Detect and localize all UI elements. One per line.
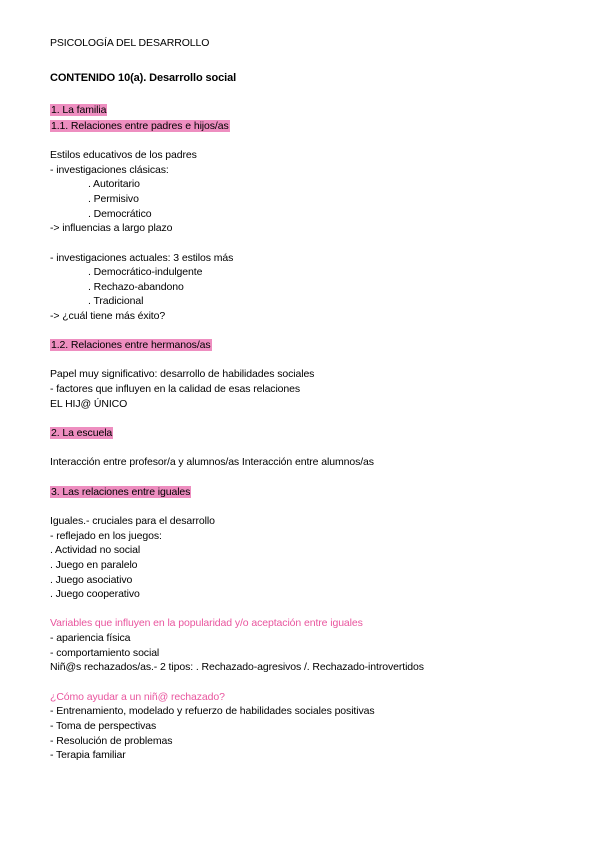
text-line: . Juego en paralelo (50, 559, 138, 571)
text-line: - apariencia física (50, 632, 131, 644)
text-line: - Toma de perspectivas (50, 720, 157, 732)
text-line: Niñ@s rechazados/as.- 2 tipos: . Rechazado-agresivos /. Rechazado-introvertidos (50, 661, 424, 673)
list-item: . Tradicional (88, 295, 144, 307)
list-item: . Permisivo (88, 193, 139, 205)
text-line: - Terapia familiar (50, 749, 126, 761)
list-item: . Democrático (88, 208, 152, 220)
text-line: . Juego cooperativo (50, 588, 140, 600)
list-item: . Autoritario (88, 178, 140, 190)
text-line: - Resolución de problemas (50, 735, 173, 747)
text-line: . Juego asociativo (50, 574, 133, 586)
text-line: Papel muy significativo: desarrollo de habilidades sociales (50, 368, 315, 380)
text-line: - Entrenamiento, modelado y refuerzo de habilidades sociales positivas (50, 705, 375, 717)
influencias-line: -> influencias a largo plazo (50, 222, 173, 234)
text-line: - comportamiento social (50, 647, 160, 659)
ayuda-heading: ¿Cómo ayudar a un niñ@ rechazado? (50, 691, 225, 703)
variables-heading: Variables que influyen en la popularidad y/o aceptación entre iguales (50, 617, 363, 629)
section-3-heading: 3. Las relaciones entre iguales (51, 486, 191, 498)
exito-line: -> ¿cuál tiene más éxito? (50, 310, 166, 322)
actuales-line: - investigaciones actuales: 3 estilos más (50, 252, 234, 264)
list-item: . Rechazo-abandono (88, 281, 184, 293)
text-line: Iguales.- cruciales para el desarrollo (50, 515, 215, 527)
text-line: . Actividad no social (50, 544, 141, 556)
text-line: - reflejado en los juegos: (50, 530, 162, 542)
text-line: - factores que influyen en la calidad de esas relaciones (50, 383, 301, 395)
section-1-heading: 1. La familia (51, 104, 107, 116)
clasicas-line: - investigaciones clásicas: (50, 164, 169, 176)
list-item: . Democrático-indulgente (88, 266, 203, 278)
section-2-heading: 2. La escuela (51, 427, 113, 439)
section-1-1-heading: 1.1. Relaciones entre padres e hijos/as (51, 120, 229, 132)
page-title: CONTENIDO 10(a). Desarrollo social (50, 72, 237, 84)
subject-header: PSICOLOGÍA DEL DESARROLLO (50, 37, 210, 49)
text-line: EL HIJ@ ÚNICO (50, 398, 128, 410)
escuela-line: Interacción entre profesor/a y alumnos/as Interacción entre alumnos/as (50, 456, 374, 468)
section-1-2-heading: 1.2. Relaciones entre hermanos/as (51, 339, 211, 351)
estilos-line: Estilos educativos de los padres (50, 149, 197, 161)
